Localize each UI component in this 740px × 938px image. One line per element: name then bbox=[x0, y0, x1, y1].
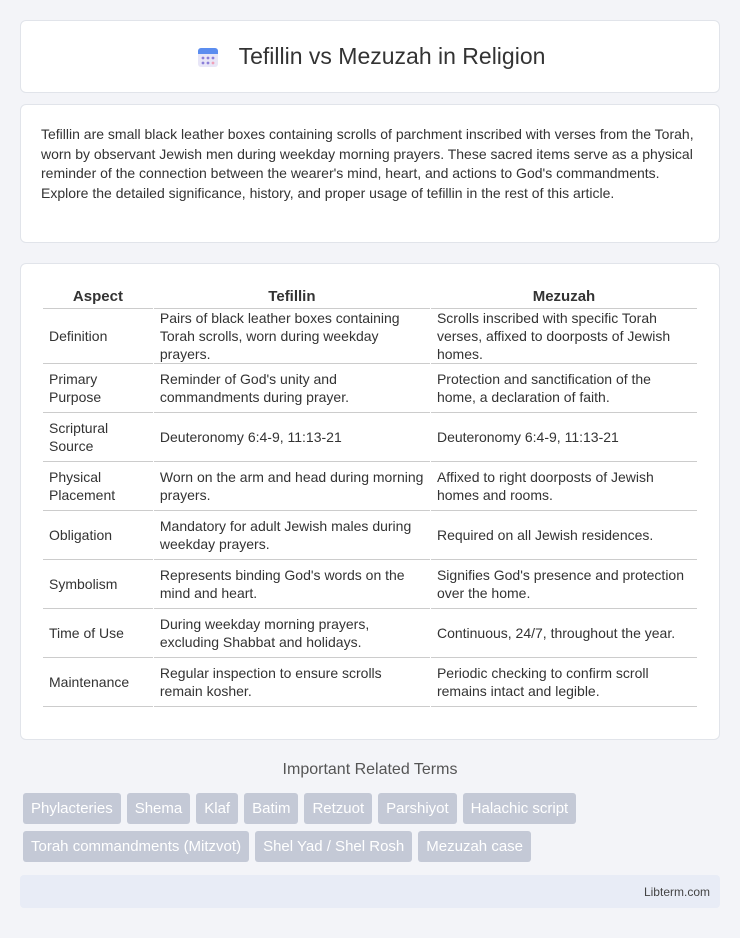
cell-tefillin: Reminder of God's unity and commandments during prayer. bbox=[154, 364, 430, 413]
table-row bbox=[43, 560, 697, 609]
header-mezuzah: Mezuzah bbox=[431, 284, 697, 309]
table-header-row bbox=[43, 284, 697, 309]
table-row bbox=[43, 309, 697, 364]
tag-halachic-script[interactable]: Halachic script bbox=[463, 793, 577, 824]
cell-mezuzah: Signifies God's presence and protection over the home. bbox=[431, 560, 697, 609]
tag-batim[interactable]: Batim bbox=[244, 793, 298, 824]
cell-mezuzah: Deuteronomy 6:4-9, 11:13-21 bbox=[431, 413, 697, 462]
header-aspect: Aspect bbox=[43, 284, 153, 309]
cell-aspect: Time of Use bbox=[43, 609, 153, 658]
related-terms-title: Important Related Terms bbox=[282, 761, 458, 778]
table-row bbox=[43, 609, 697, 658]
table-row bbox=[43, 364, 697, 413]
tag-shel-yad-shel-rosh[interactable]: Shel Yad / Shel Rosh bbox=[255, 831, 412, 862]
intro-card bbox=[20, 104, 720, 243]
tag-row bbox=[23, 793, 723, 824]
cell-mezuzah: Affixed to right doorposts of Jewish homes and rooms. bbox=[431, 462, 697, 511]
calendar-icon bbox=[195, 44, 221, 70]
cell-mezuzah: Continuous, 24/7, throughout the year. bbox=[431, 609, 697, 658]
table-row bbox=[43, 413, 697, 462]
tag-shema[interactable]: Shema bbox=[127, 793, 191, 824]
comparison-table-card bbox=[20, 263, 720, 740]
header-tefillin: Tefillin bbox=[154, 284, 430, 309]
cell-tefillin: Pairs of black leather boxes containing Torah scrolls, worn during weekday prayers. bbox=[154, 309, 430, 364]
cell-aspect: Primary Purpose bbox=[43, 364, 153, 413]
cell-aspect: Definition bbox=[43, 309, 153, 364]
intro-text: Tefillin are small black leather boxes containing scrolls of parchment inscribed with verses from the Torah, worn by observant Jewish men during weekday morning prayers. These sacred items serve as a physical reminder of the connection between the wearer's mind, heart, and actions to God's commandments. Explore the detailed significance, history, and proper usage of tefillin in the rest of this article. bbox=[41, 126, 694, 201]
cell-tefillin: Represents binding God's words on the mind and heart. bbox=[154, 560, 430, 609]
tag-klaf[interactable]: Klaf bbox=[196, 793, 238, 824]
cell-aspect: Symbolism bbox=[43, 560, 153, 609]
cell-mezuzah: Protection and sanctification of the home, a declaration of faith. bbox=[431, 364, 697, 413]
footer bbox=[20, 875, 720, 908]
cell-tefillin: Worn on the arm and head during morning prayers. bbox=[154, 462, 430, 511]
tag-phylacteries[interactable]: Phylacteries bbox=[23, 793, 121, 824]
tag-retzuot[interactable]: Retzuot bbox=[304, 793, 372, 824]
cell-tefillin: Regular inspection to ensure scrolls remain kosher. bbox=[154, 658, 430, 707]
table-row bbox=[43, 462, 697, 511]
tag-parshiyot[interactable]: Parshiyot bbox=[378, 793, 457, 824]
comparison-table bbox=[42, 284, 698, 707]
tag-torah-commandments[interactable]: Torah commandments (Mitzvot) bbox=[23, 831, 249, 862]
cell-tefillin: Deuteronomy 6:4-9, 11:13-21 bbox=[154, 413, 430, 462]
related-terms-tags bbox=[23, 793, 723, 869]
cell-aspect: Maintenance bbox=[43, 658, 153, 707]
cell-aspect: Obligation bbox=[43, 511, 153, 560]
cell-aspect: Scriptural Source bbox=[43, 413, 153, 462]
tag-mezuzah-case[interactable]: Mezuzah case bbox=[418, 831, 531, 862]
cell-mezuzah: Required on all Jewish residences. bbox=[431, 511, 697, 560]
cell-mezuzah: Scrolls inscribed with specific Torah verses, affixed to doorposts of Jewish homes. bbox=[431, 309, 697, 364]
cell-aspect: Physical Placement bbox=[43, 462, 153, 511]
table-row bbox=[43, 511, 697, 560]
header-card bbox=[20, 20, 720, 93]
cell-tefillin: Mandatory for adult Jewish males during weekday prayers. bbox=[154, 511, 430, 560]
tag-row bbox=[23, 831, 723, 862]
cell-mezuzah: Periodic checking to confirm scroll remains intact and legible. bbox=[431, 658, 697, 707]
page-title: Tefillin vs Mezuzah in Religion bbox=[238, 43, 546, 69]
footer-site-link[interactable]: Libterm.com bbox=[643, 884, 710, 899]
cell-tefillin: During weekday morning prayers, excluding Shabbat and holidays. bbox=[154, 609, 430, 658]
table-row bbox=[43, 658, 697, 707]
